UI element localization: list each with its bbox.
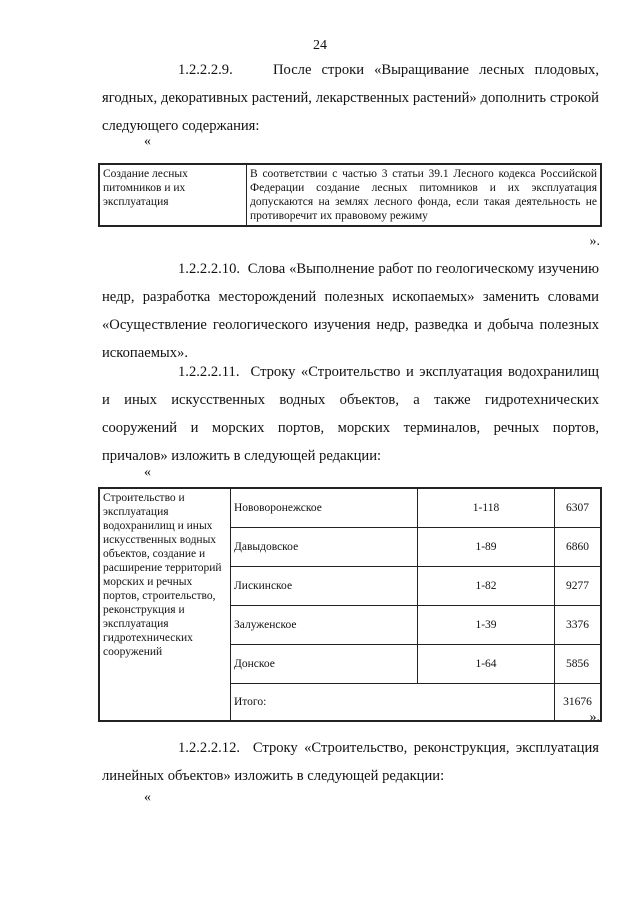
reservoir-code-cell: 1-118 <box>418 488 555 528</box>
description-cell: В соответствии с частью 3 статьи 39.1 Лесного кодекса Российской Федерации создание лесных питомников и их эксплуатация допускаются на землях лесного фонда, если такая деятельность не противоречит их правовому режиму <box>247 164 602 226</box>
paragraph-number: 1.2.2.2.12. <box>178 740 241 756</box>
table-row <box>99 164 601 226</box>
closing-quote: ». <box>589 710 600 725</box>
page-number: 24 <box>313 38 327 53</box>
total-value-cell: 31676 <box>555 684 602 722</box>
paragraph-1-2-2-2-9 <box>102 56 599 140</box>
paragraph-number: 1.2.2.2.9. <box>178 62 233 78</box>
table-row <box>99 488 601 528</box>
reservoir-name-cell: Давыдовское <box>231 528 418 567</box>
reservoir-code-cell: 1-89 <box>418 528 555 567</box>
opening-quote: « <box>144 134 151 149</box>
closing-quote: ». <box>589 234 600 249</box>
paragraph-number: 1.2.2.2.10. <box>178 261 241 277</box>
reservoir-name-cell: Лискинское <box>231 567 418 606</box>
reservoir-name-cell: Донское <box>231 645 418 684</box>
reservoir-name-cell: Нововоронежское <box>231 488 418 528</box>
forest-nursery-table <box>98 163 602 227</box>
reservoir-code-cell: 1-39 <box>418 606 555 645</box>
paragraph-text: Строку «Строительство, реконструкция, эксплуатация линейных объектов» изложить в следующей редакции: <box>102 740 600 784</box>
opening-quote: « <box>144 465 151 480</box>
reservoir-value-cell: 9277 <box>555 567 602 606</box>
paragraph-text: Слова «Выполнение работ по геологическому изучению недр, разработка месторождений полезных ископаемых» заменить словами «Осуществление геологического изучения недр, разведка и добыча полезных ископаемых». <box>102 261 599 361</box>
opening-quote: « <box>144 790 151 805</box>
paragraph-1-2-2-2-10 <box>102 255 599 367</box>
reservoir-value-cell: 6307 <box>555 488 602 528</box>
reservoir-value-cell: 6860 <box>555 528 602 567</box>
reservoir-value-cell: 5856 <box>555 645 602 684</box>
reservoir-code-cell: 1-82 <box>418 567 555 606</box>
paragraph-1-2-2-2-12 <box>102 734 599 790</box>
reservoir-table <box>98 487 602 722</box>
paragraph-number: 1.2.2.2.11. <box>178 364 240 380</box>
paragraph-1-2-2-2-11 <box>102 358 599 470</box>
paragraph-text: Строку «Строительство и эксплуатация водохранилищ и иных искусственных водных объектов, а также гидротехнических сооружений и морских портов, морских терминалов, речных портов, причалов» изложить в следующей редакции: <box>102 364 599 464</box>
activity-cell: Создание лесных питомников и их эксплуатация <box>99 164 247 226</box>
reservoir-value-cell: 3376 <box>555 606 602 645</box>
reservoir-name-cell: Залуженское <box>231 606 418 645</box>
total-label-cell: Итого: <box>231 684 555 722</box>
paragraph-text: После строки «Выращивание лесных плодовых, ягодных, декоративных растений, лекарственных растений» дополнить строкой следующего содержания: <box>102 62 599 134</box>
reservoir-code-cell: 1-64 <box>418 645 555 684</box>
activity-cell: Строительство и эксплуатация водохранилищ и иных искусственных водных объектов, создание и расширение территорий морских и речных портов, строительство, реконструкция и эксплуатация гидротехнических сооружений <box>99 488 231 721</box>
